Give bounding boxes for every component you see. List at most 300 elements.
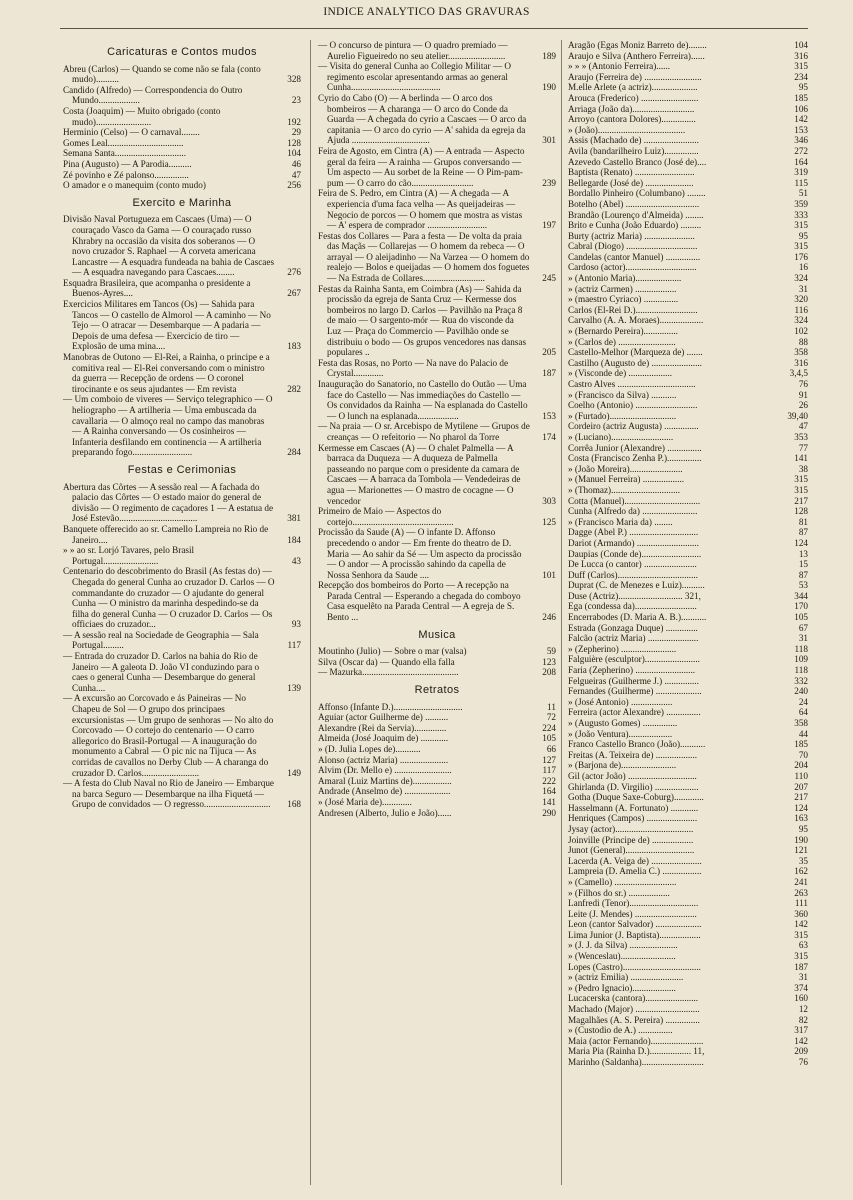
entry-page-number: 31 <box>798 283 808 294</box>
entry-page-number: 3,4,5 <box>789 368 808 379</box>
index-entry <box>568 347 808 358</box>
entry-text: — O concurso de pintura — O quadro premiado — Aurelio Figueiredo no seu atelier......................... <box>318 40 508 61</box>
entry-page-number: 115 <box>794 177 808 188</box>
entry-text: Cotta (Manuel)................................. <box>568 495 701 506</box>
entry-text: Cyrio do Cabo (O) — A berlinda — O arco dos bombeiros — A charanga — O arco do Conde da Guarda — A chegada do cyrio a Cascaes — O arco da capitania — O arco do cyrio — A' sahida da egreja da Ajuda .................................. <box>318 92 527 146</box>
entry-page-number: 128 <box>287 137 301 148</box>
index-entry <box>568 1036 808 1047</box>
entry-text: — A festa do Club Naval no Rio de Janeiro — Embarque na barca Seguro — Desembarque na ilha Fiquetá — Grupo de convidados — O regresso............................. <box>63 778 275 810</box>
entry-page-number: 328 <box>287 74 301 85</box>
index-entry <box>568 951 808 962</box>
entry-page-number: 303 <box>542 495 556 506</box>
entry-text: Franco Castello Branco (João)........... <box>568 739 706 750</box>
index-entry <box>568 337 808 348</box>
entry-page-number: 95 <box>798 82 808 93</box>
index-entry <box>63 299 301 352</box>
entry-page-number: 12 <box>798 1004 808 1015</box>
index-entry <box>568 93 808 104</box>
entry-page-number: 162 <box>794 866 808 877</box>
entry-text: Carlos (El-Rei D.)........................... <box>568 304 698 315</box>
entry-page-number: 82 <box>798 1014 808 1025</box>
index-entry <box>568 157 808 168</box>
index-entry <box>568 1057 808 1068</box>
index-entry <box>568 358 808 369</box>
index-entry <box>568 750 808 761</box>
index-entry <box>568 210 808 221</box>
entry-page-number: 101 <box>542 569 556 580</box>
entry-text: Duff (Carlos)................................... <box>568 569 698 580</box>
index-entry <box>568 82 808 93</box>
index-entry <box>568 262 808 273</box>
index-entry <box>568 760 808 771</box>
entry-text: » (Zepherino) ........................ <box>568 643 677 654</box>
entry-text: » (José Maria de)............. <box>318 796 412 807</box>
entry-text: Hasselmann (A. Fortunato) ............ <box>568 802 699 813</box>
entry-text: — Um comboio de viveres — Serviço telegraphico — O heliographo — A artilheria — Uma embuscada da cavallaria — O almoço real no campo das manobras — A Rainha conversando — Os cosinheiros — Infanteria desfilando em continencia — A artilheria preparando fogo.......................... <box>63 394 273 458</box>
index-entry <box>568 474 808 485</box>
index-entry <box>568 845 808 856</box>
entry-text: Araujo e Silva (Anthero Ferreira)...... <box>568 50 705 61</box>
entry-page-number: 39,40 <box>787 410 808 421</box>
entry-text: Bellegarde (José de) ..................... <box>568 177 694 188</box>
index-entry <box>318 358 556 379</box>
entry-text: » (Bernardo Pereira)............... <box>568 326 678 337</box>
index-entry <box>568 697 808 708</box>
index-entry <box>568 909 808 920</box>
index-entry <box>63 127 301 138</box>
header-rule <box>60 28 808 29</box>
index-entry <box>318 786 556 797</box>
index-entry <box>63 482 301 524</box>
index-column-3 <box>568 40 808 1068</box>
index-entry <box>63 394 301 458</box>
entry-text: » (João)...................................... <box>568 124 686 135</box>
index-entry <box>63 524 301 545</box>
entry-page-number: 272 <box>794 145 808 156</box>
entry-page-number: 87 <box>798 569 808 580</box>
index-entry <box>568 792 808 803</box>
index-entry <box>568 1015 808 1026</box>
entry-text: Inauguração do Sanatorio, no Castello do Outão — Uma face do Castello — Nas immediações do Castello — Os convidados da Rainha — Na esplanada do Castello — O lunch na esplanada.................. <box>318 379 528 421</box>
entry-page-number: 245 <box>542 273 556 284</box>
entry-text: » (actriz Emilia) ....................... <box>568 972 684 983</box>
entry-text: M.elle Arlete (a actriz).................... <box>568 82 698 93</box>
entry-page-number: 105 <box>794 612 808 623</box>
entry-page-number: 38 <box>798 463 808 474</box>
entry-page-number: 315 <box>794 474 808 485</box>
entry-page-number: 118 <box>794 643 808 654</box>
entry-text: Aguiar (actor Guilherme de) .......... <box>318 712 449 723</box>
index-entry <box>63 180 301 191</box>
entry-text: Faria (Zepherino) .......................... <box>568 665 696 676</box>
entry-page-number: 184 <box>287 534 301 545</box>
index-entry <box>318 797 556 808</box>
entry-page-number: 47 <box>291 169 301 180</box>
entry-text: Gil (actor João) .............................. <box>568 770 697 781</box>
entry-text: Leon (cantor Salvador) .................... <box>568 919 702 930</box>
section-title: Retratos <box>414 684 460 697</box>
entry-page-number: 205 <box>542 347 556 358</box>
entry-page-number: 315 <box>794 484 808 495</box>
entry-page-number: 121 <box>794 845 808 856</box>
entry-text: Ferreira (actor Alexandre) ............... <box>568 707 701 718</box>
entry-page-number: 106 <box>794 103 808 114</box>
entry-page-number: 315 <box>794 929 808 940</box>
entry-text: Magalhães (A. S. Pereira) ............... <box>568 1014 700 1025</box>
entry-text: Affonso (Infante D.).............................. <box>318 701 463 712</box>
entry-text: Joinville (Principe de) .................. <box>568 834 694 845</box>
index-entry <box>568 559 808 570</box>
entry-text: Arriaga (João da)........................... <box>568 103 695 114</box>
entry-text: » (actriz Carmen) .................. <box>568 283 677 294</box>
index-entry <box>318 744 556 755</box>
entry-text: Castro Alves .................................. <box>568 379 696 389</box>
entry-page-number: 263 <box>794 887 808 898</box>
entry-text: » (Francisco Maria da) ........ <box>568 516 673 527</box>
entry-page-number: 88 <box>798 336 808 347</box>
entry-page-number: 64 <box>798 707 808 718</box>
entry-page-number: 128 <box>794 506 808 517</box>
entry-page-number: 44 <box>798 728 808 739</box>
index-entry <box>568 739 808 750</box>
entry-text: Candido (Alfredo) — Correspondencia do Outro Mundo.................. <box>63 84 243 106</box>
entry-page-number: 66 <box>546 744 556 754</box>
index-entry <box>568 368 808 379</box>
entry-page-number: 67 <box>798 622 808 633</box>
index-entry <box>568 866 808 877</box>
entry-text: Avila (bandarilheiro Luiz)............... <box>568 145 699 156</box>
index-entry <box>568 453 808 464</box>
entry-page-number: 149 <box>287 767 301 778</box>
entry-page-number: 153 <box>794 124 808 135</box>
entry-text: Alexandre (Rei da Servia).............. <box>318 722 447 733</box>
entry-text: Daupias (Conde de).......................... <box>568 548 702 559</box>
index-entry <box>63 214 301 278</box>
index-entry <box>318 657 556 668</box>
entry-page-number: 118 <box>794 665 808 676</box>
index-entry <box>63 693 301 778</box>
entry-page-number: 46 <box>291 158 301 169</box>
index-entry <box>318 733 556 744</box>
entry-page-number: 43 <box>291 555 301 566</box>
entry-text: Aragão (Egas Moniz Barreto de)........ <box>568 40 707 50</box>
entry-text: Jysay (actor).................................. <box>568 823 694 834</box>
entry-page-number: 324 <box>794 315 808 326</box>
entry-text: Almeida (José Joaquim de) ............ <box>318 733 449 744</box>
entry-page-number: 117 <box>542 765 556 776</box>
entry-page-number: 204 <box>794 760 808 771</box>
entry-page-number: 11 <box>547 701 556 712</box>
entry-text: Dagge (Abel P.) .............................. <box>568 527 699 538</box>
entry-text: Falcão (actriz Maria) ...................... <box>568 633 699 644</box>
entry-text: Lacerda (A. Veiga de) ...................... <box>568 855 702 866</box>
index-entry <box>568 813 808 824</box>
entry-page-number: 95 <box>798 823 808 834</box>
entry-page-number: 23 <box>291 95 301 106</box>
entry-page-number: 76 <box>798 379 808 389</box>
entry-text: » (Filhos do sr.) .................. <box>568 887 670 898</box>
entry-text: Felgueiras (Guilherme J.) ............... <box>568 675 699 686</box>
entry-page-number: 13 <box>798 548 808 559</box>
entry-page-number: 164 <box>542 786 556 797</box>
entry-text: Divisão Naval Portugueza em Cascaes (Uma) — O couraçado Vasco da Gama — O couraçado russo Khrabry na occasião da visita dos soberanos — O novo cruzador S. Raphael — A corveta americana Lancastre — A esquadra fundeada na bahia de Cascaes — A esquadra navegando para Cascaes........ <box>63 214 275 278</box>
entry-page-number: 284 <box>287 447 301 458</box>
index-entry <box>318 808 556 819</box>
entry-page-number: 53 <box>798 580 808 591</box>
entry-text: Amaral (Luiz Martins de)................. <box>318 775 452 786</box>
index-entry <box>568 570 808 581</box>
index-entry <box>568 580 808 591</box>
entry-text: Candelas (cantor Manuel) ............... <box>568 251 701 262</box>
entry-text: Baptista (Renato) .......................... <box>568 167 695 178</box>
entry-text: » (Custodio de A.) ............... <box>568 1025 673 1036</box>
entry-page-number: 222 <box>542 775 556 786</box>
entry-text: Encerrabodes (D. Maria A. B.)........... <box>568 612 707 623</box>
entry-page-number: 241 <box>794 876 808 887</box>
index-entry <box>568 432 808 443</box>
index-entry <box>568 824 808 835</box>
entry-page-number: 176 <box>794 251 808 262</box>
entry-page-number: 105 <box>542 733 556 744</box>
entry-page-number: 31 <box>798 633 808 644</box>
entry-page-number: 209 <box>794 1046 808 1057</box>
index-entry <box>568 835 808 846</box>
entry-text: Kermesse em Cascaes (A) — O chalet Palmella — A barraca da Duqueza — A duqueza de Palmella passeando no parque com o presidente da camara de Cascaes — A barraca da Tombola — Vendedeiras de agua — Marionettes — O mastro de cocagne — O vencedor <box>318 442 521 506</box>
entry-page-number: 381 <box>287 513 301 524</box>
index-entry <box>318 712 556 723</box>
entry-text: » (Barjona de)........................ <box>568 760 677 771</box>
entry-page-number: 124 <box>794 802 808 813</box>
index-entry <box>568 919 808 930</box>
index-entry <box>568 601 808 612</box>
entry-page-number: 324 <box>794 273 808 284</box>
index-entry <box>568 782 808 793</box>
entry-page-number: 224 <box>542 722 556 733</box>
entry-text: Coelho (Antonio) ........................... <box>568 400 698 411</box>
entry-page-number: 77 <box>798 442 808 453</box>
entry-text: Lima Junior (J. Baptista).................. <box>568 929 701 940</box>
entry-page-number: 31 <box>798 972 808 983</box>
index-entry <box>318 723 556 734</box>
entry-text: Banquete offerecido ao sr. Camello Lampreia no Rio de Janeiro.... <box>63 523 269 545</box>
index-column-2 <box>318 40 556 818</box>
entry-text: — Mazurka.......................................... <box>318 667 459 678</box>
entry-page-number: 319 <box>794 167 808 178</box>
index-entry <box>568 983 808 994</box>
entry-page-number: 72 <box>546 712 556 723</box>
entry-text: » (J. J. da Silva) ..................... <box>568 940 678 951</box>
index-entry <box>63 630 301 651</box>
entry-page-number: 246 <box>542 612 556 623</box>
index-entry <box>568 888 808 899</box>
index-entry <box>568 612 808 623</box>
index-entry <box>568 61 808 72</box>
index-entry <box>568 665 808 676</box>
index-entry <box>63 545 301 566</box>
index-entry <box>568 114 808 125</box>
entry-text: — A excursão ao Corcovado e ás Paineiras — No Chapeu de Sol — O grupo dos principaes excursionistas — Um grupo de senhoras — No alto do Corcovado — O cortejo do centenario — O carro allegorico do Brasil-Portugal — A inauguração do monumento a Cabral — O pic nic na Tijuca — As corridas de cavallos no Derby Club — A charanga do cruzador D. Carlos......................... <box>63 693 274 778</box>
index-entry <box>63 159 301 170</box>
entry-text: Burty (actriz Maria) ...................... <box>568 230 695 241</box>
entry-page-number: 239 <box>542 177 556 188</box>
entry-text: Estrada (Gonzaga Duque) .............. <box>568 622 698 633</box>
index-entry <box>318 755 556 766</box>
entry-page-number: 317 <box>794 1025 808 1036</box>
entry-page-number: 208 <box>542 667 556 678</box>
column-divider-2 <box>561 40 562 1185</box>
entry-text: — Na praia — O sr. Arcebispo de Mytilene — Grupos de creanças — O refeitorio — No pharol da Torre <box>318 421 530 442</box>
index-entry <box>568 146 808 157</box>
index-entry <box>568 538 808 549</box>
entry-text: Zé povinho e Zé palonso............... <box>63 169 189 180</box>
entry-text: » (João Moreira)....................... <box>568 463 683 474</box>
entry-text: » (Francisco da Silva) ........... <box>568 389 677 400</box>
entry-page-number: 282 <box>287 383 301 394</box>
section-title: Festas e Cerimonias <box>127 463 237 476</box>
index-entry <box>568 676 808 687</box>
entry-text: Ega (condessa da)........................... <box>568 601 697 612</box>
entry-text: » (Antonio Maria).................... <box>568 273 682 284</box>
entry-page-number: 301 <box>542 135 556 146</box>
entry-text: Leite (J. Mendes) ........................... <box>568 908 697 919</box>
entry-text: Herminio (Celso) — O carnaval........ <box>63 127 200 138</box>
index-entry <box>568 411 808 422</box>
index-entry <box>568 623 808 634</box>
entry-page-number: 117 <box>287 640 301 651</box>
entry-text: Araujo (Ferreira de) ......................... <box>568 71 702 82</box>
entry-page-number: 360 <box>794 908 808 919</box>
entry-page-number: 35 <box>798 855 808 866</box>
entry-page-number: 234 <box>794 71 808 82</box>
section-title: Musica <box>418 628 456 641</box>
entry-text: Costa (Joaquim) — Muito obrigado (conto mudo)........................ <box>63 105 221 127</box>
entry-text: Festas da Rainha Santa, em Coimbra (As) — Sahida da procissão da egreja de Santa Cruz — Kermesse dos bombeiros no largo D. Carlos — Pavilhão na Praça 8 de maio — O sargento-mór — Rua do visconde da Luz — Praça do Commercio — Pavilhão onde se distribuiu o bodo — Os grupos vencedores nas dansas populares .. <box>318 283 527 358</box>
entry-page-number: 153 <box>542 410 556 421</box>
entry-page-number: 168 <box>287 799 301 810</box>
index-entry <box>568 125 808 136</box>
entry-text: Costa (Francisco Zenha P.)............... <box>568 453 702 464</box>
index-entry <box>568 464 808 475</box>
index-entry <box>318 188 556 230</box>
index-entry <box>568 930 808 941</box>
entry-text: Esquadra Brasileira, que acompanha o presidente a Buenos-Ayres.... <box>63 277 251 299</box>
index-entry <box>63 352 301 394</box>
entry-page-number: 15 <box>798 559 808 570</box>
entry-text: » (José Antonio) .................. <box>568 696 673 707</box>
entry-page-number: 125 <box>542 516 556 527</box>
entry-text: Cordeiro (actriz Augusta) ............... <box>568 421 699 432</box>
entry-page-number: 333 <box>794 209 808 220</box>
index-entry <box>318 506 556 527</box>
index-entry <box>318 443 556 507</box>
entry-text: Lucacerska (cantora)....................... <box>568 993 699 1004</box>
index-entry <box>568 707 808 718</box>
entry-text: Centenario do descobrimento do Brasil (As festas do) — Chegada do general Cunha ao cruzador D. Carlos — O commandante do cruzador — O ajudante do general Cunha — O ministro da marinha despedindo-se da filha do general Cunha — O cruzador D. Carlos — Os officiaes do cruzador... <box>63 566 275 630</box>
index-entry <box>568 220 808 231</box>
entry-text: » (João Ventura)................... <box>568 728 673 739</box>
index-entry <box>568 305 808 316</box>
index-entry <box>568 591 808 602</box>
entry-text: » (Visconde de) ................... <box>568 368 673 379</box>
index-entry <box>568 877 808 888</box>
entry-text: Freitas (A. Teixeira de) .................. <box>568 749 698 760</box>
entry-page-number: 124 <box>794 537 808 548</box>
entry-page-number: 190 <box>794 834 808 845</box>
section-title: Exercito e Marinha <box>132 196 232 209</box>
entry-text: Cunha (Alfredo da) ........................ <box>568 506 698 517</box>
entry-text: Henriques (Campos) ...................... <box>568 813 698 824</box>
entry-page-number: 111 <box>794 898 808 909</box>
entry-text: Semana Santa............................... <box>63 148 186 159</box>
entry-text: Gotha (Duque Saxe-Coburg)............. <box>568 792 704 803</box>
entry-text: » (Augusto Gomes) ............... <box>568 718 678 728</box>
index-entry <box>318 231 556 284</box>
index-entry <box>568 496 808 507</box>
index-entry <box>318 667 556 678</box>
entry-text: Cardoso (actor)............................... <box>568 262 697 273</box>
entry-text: Andrade (Anselmo de) .................... <box>318 786 451 797</box>
entry-text: Feira de Agosto, em Cintra (A) — A entrada — Aspecto geral da feira — A rainha — Grupos conversando — Um aspecto — Au sorbet de la Reine — O Pim-pam-pum — O carro do cão........................... <box>318 145 525 188</box>
entry-text: Feira de S. Pedro, em Cintra (A) — A chegada — A experiencia d'uma faca velha — As queijadeiras — Negocio de porcos — O homem que mostra as vistas — A' espera de comprador .......................... <box>318 188 523 231</box>
index-entry <box>568 940 808 951</box>
entry-text: » (Furtado)............................. <box>568 410 677 421</box>
entry-page-number: 358 <box>794 718 808 728</box>
entry-page-number: 320 <box>794 294 808 305</box>
entry-text: Alvim (Dr. Mello e) ......................... <box>318 765 452 776</box>
entry-text: Castello-Melhor (Marqueza de) ....... <box>568 347 703 358</box>
entry-page-number: 344 <box>794 590 808 601</box>
entry-text: Corrêa Junior (Alexandre) ............... <box>568 442 702 453</box>
index-entry <box>568 1025 808 1036</box>
index-entry <box>568 178 808 189</box>
entry-page-number: 353 <box>794 431 808 442</box>
entry-text: Junot (General).............................. <box>568 845 695 856</box>
index-entry <box>568 993 808 1004</box>
index-entry <box>318 421 556 442</box>
entry-text: Lopes (Castro).................................. <box>568 961 701 972</box>
entry-page-number: 51 <box>798 188 808 199</box>
index-entry <box>568 188 808 199</box>
index-entry <box>63 138 301 149</box>
entry-text: Primeiro de Maio — Aspectos do cortejo............................................ <box>318 506 454 527</box>
entry-page-number: 217 <box>794 792 808 803</box>
entry-text: » (D. Julia Lopes de)........... <box>318 744 421 754</box>
entry-page-number: 187 <box>542 368 556 379</box>
entry-page-number: 185 <box>794 739 808 750</box>
entry-page-number: 315 <box>794 61 808 72</box>
entry-page-number: 87 <box>798 527 808 538</box>
entry-page-number: 91 <box>798 389 808 400</box>
entry-page-number: 358 <box>794 347 808 358</box>
entry-text: » (Camello) ........................... <box>568 876 677 887</box>
entry-page-number: 102 <box>794 326 808 337</box>
entry-page-number: 109 <box>794 654 808 665</box>
index-entry <box>318 40 556 61</box>
entry-text: Lampreia (D. Amelia C.) ................. <box>568 866 702 877</box>
entry-text: Festas dos Collares — Para a festa — De volta da praia das Maçãs — Collarejas — O homem da rebeca — O arrayal — O aleijadinho — Na Varzea — O homem do realejo — Bolos e queijadas — O homem dos foguetes — Na Estrada de Collares........................... <box>318 230 530 284</box>
index-entry <box>318 61 556 93</box>
entry-text: De Lucca (o cantor) ....................... <box>568 559 697 570</box>
entry-page-number: 189 <box>542 50 556 61</box>
entry-page-number: 142 <box>794 114 808 125</box>
entry-page-number: 141 <box>542 796 556 807</box>
entry-page-number: 104 <box>287 148 301 159</box>
entry-text: Duprat (C. de Menezes e Luiz).......... <box>568 580 705 591</box>
index-entry <box>568 379 808 390</box>
entry-text: » (Carlos de) ......................... <box>568 336 676 347</box>
index-entry <box>568 315 808 326</box>
entry-text: Brito e Cunha (João Eduardo) ......... <box>568 220 702 231</box>
